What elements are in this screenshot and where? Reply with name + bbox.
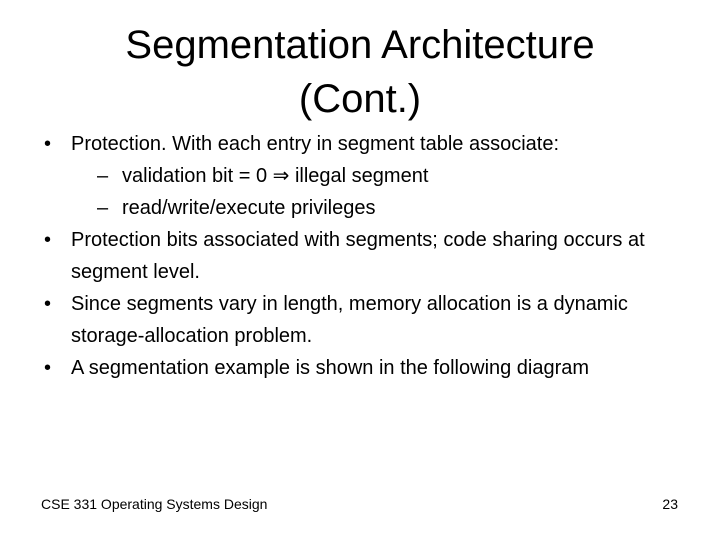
bullet-marker: • bbox=[44, 357, 52, 379]
sub-item-text: validation bit = 0 ⇒ illegal segment bbox=[122, 165, 429, 187]
slide-title bbox=[60, 18, 660, 126]
slide-title-line-2: (Cont.) bbox=[298, 77, 422, 121]
bullet-item-protection bbox=[40, 128, 680, 160]
bullet-item-memory-allocation bbox=[40, 288, 680, 352]
footer-page-number: 23 bbox=[662, 496, 678, 512]
bullet-marker: • bbox=[44, 229, 52, 251]
bullet-text: Protection. With each entry in segment table associate: bbox=[71, 133, 560, 155]
sub-item-text: read/write/execute privileges bbox=[122, 197, 376, 219]
sub-item-validation-bit bbox=[40, 160, 680, 192]
slide-title-line-1: Segmentation Architecture bbox=[125, 23, 595, 67]
footer-course: CSE 331 Operating Systems Design bbox=[41, 496, 268, 512]
bullet-marker: • bbox=[44, 133, 52, 155]
sub-item-marker: – bbox=[97, 165, 109, 187]
sub-item-privileges bbox=[40, 192, 680, 224]
bullet-text: A segmentation example is shown in the following diagram bbox=[71, 357, 590, 379]
slide-body bbox=[40, 128, 680, 384]
sub-item-marker: – bbox=[97, 197, 109, 219]
bullet-item-protection-bits bbox=[40, 224, 680, 288]
bullet-text: Protection bits associated with segments; code sharing occurs at segment level. bbox=[71, 229, 645, 283]
bullet-item-example bbox=[40, 352, 680, 384]
bullet-text: Since segments vary in length, memory allocation is a dynamic storage-allocation problem. bbox=[71, 293, 628, 347]
bullet-marker: • bbox=[44, 293, 52, 315]
